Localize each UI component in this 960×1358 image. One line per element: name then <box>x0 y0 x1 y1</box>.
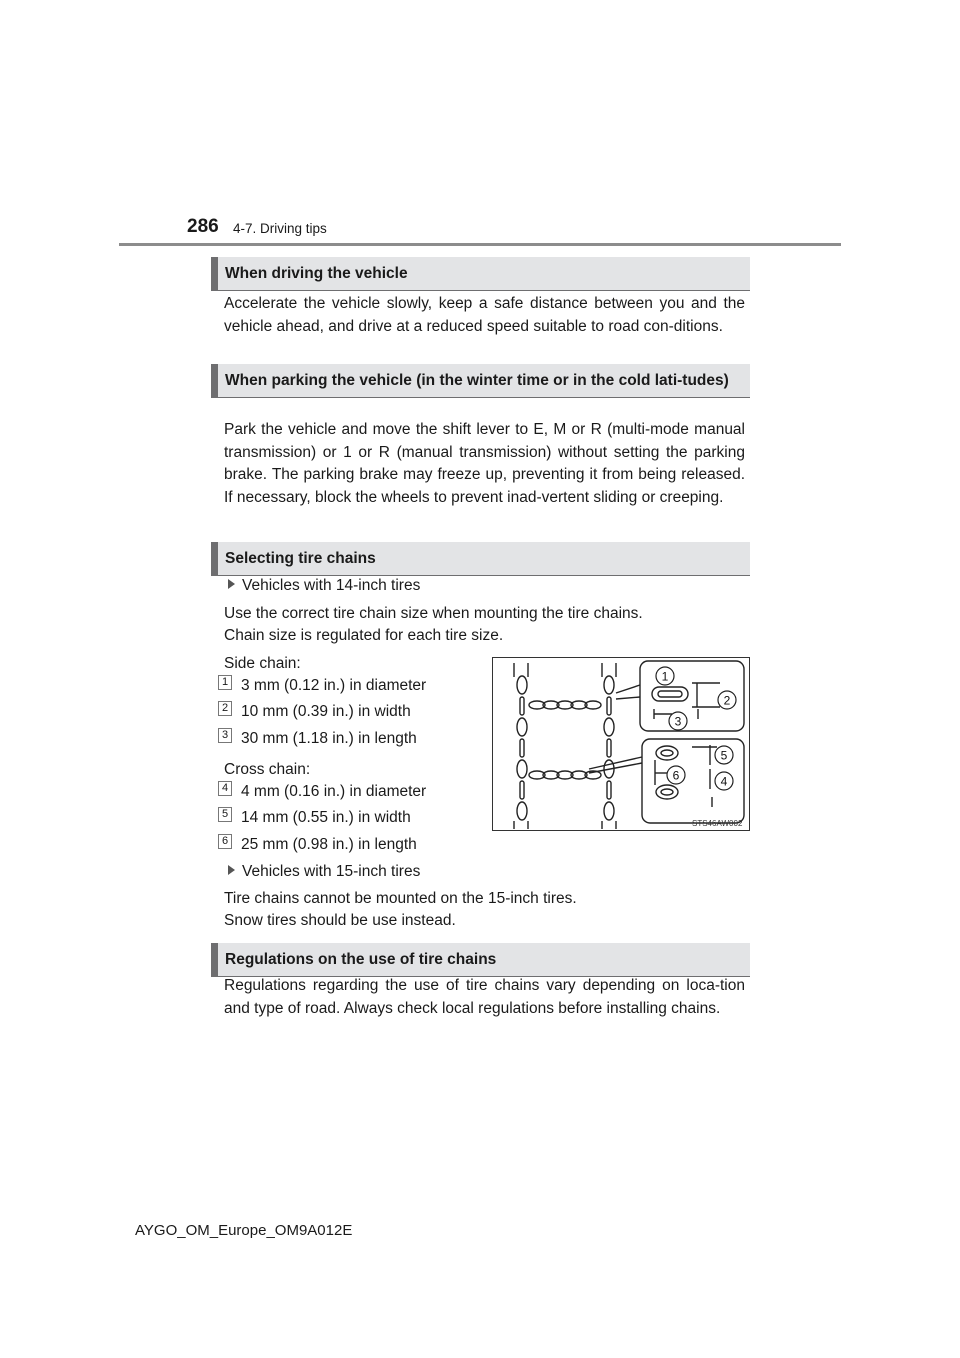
callout-number: 5 <box>218 807 232 822</box>
spec-item: 3 30 mm (1.18 in.) in length <box>218 728 417 750</box>
figure-callout: 5 <box>720 748 728 763</box>
figure-callout: 6 <box>672 768 680 783</box>
triangle-bullet-icon <box>228 865 235 875</box>
heading-driving: When driving the vehicle <box>211 257 750 291</box>
page-number: 286 <box>187 216 219 237</box>
footer-doc-id: AYGO_OM_Europe_OM9A012E <box>135 1222 353 1239</box>
callout-number: 4 <box>218 781 232 796</box>
spec-item: 6 25 mm (0.98 in.) in length <box>218 834 417 856</box>
chain-text-line: Chain size is regulated for each tire size. <box>224 627 504 644</box>
heading-parking: When parking the vehicle (in the winter time or in the cold lati-tudes) <box>211 364 750 398</box>
chain-text-line: Snow tires should be use instead. <box>224 912 456 929</box>
side-chain-label: Side chain: <box>224 655 301 672</box>
tire-chain-figure <box>492 657 750 831</box>
figure-callout: 2 <box>723 693 731 708</box>
figure-code: STS46AW002 <box>692 819 743 828</box>
spec-item: 2 10 mm (0.39 in.) in width <box>218 701 411 723</box>
callout-number: 1 <box>218 675 232 690</box>
heading-tire-chains: Selecting tire chains <box>211 542 750 576</box>
bullet-14-inch: Vehicles with 14-inch tires <box>228 575 420 597</box>
figure-callout: 1 <box>661 669 669 684</box>
cross-chain-label: Cross chain: <box>224 761 311 778</box>
paragraph-regulations: Regulations regarding the use of tire chains vary depending on loca-tion and type of road. Always check local regulations before installing chains. <box>224 977 745 1017</box>
callout-number: 2 <box>218 701 232 716</box>
paragraph-driving: Accelerate the vehicle slowly, keep a safe distance between you and the vehicle ahead, and drive at a reduced speed suitable to road con-ditions. <box>224 295 745 335</box>
callout-number: 3 <box>218 728 232 743</box>
triangle-bullet-icon <box>228 579 235 589</box>
figure-callout: 4 <box>720 774 728 789</box>
bullet-15-inch: Vehicles with 15-inch tires <box>228 861 420 883</box>
spec-item: 1 3 mm (0.12 in.) in diameter <box>218 675 426 697</box>
spec-item: 5 14 mm (0.55 in.) in width <box>218 807 411 829</box>
section-label: 4-7. Driving tips <box>233 221 327 236</box>
figure-callout: 3 <box>674 714 682 729</box>
spec-item: 4 4 mm (0.16 in.) in diameter <box>218 781 426 803</box>
header-divider <box>119 243 841 246</box>
chain-text-line: Tire chains cannot be mounted on the 15-inch tires. <box>224 890 577 907</box>
heading-regulations: Regulations on the use of tire chains <box>211 943 750 977</box>
callout-number: 6 <box>218 834 232 849</box>
chain-text-line: Use the correct tire chain size when mounting the tire chains. <box>224 605 643 622</box>
paragraph-parking: Park the vehicle and move the shift lever to E, M or R (multi-mode manual transmission) or 1 or R (manual transmission) without setting the parking brake. The parking brake may freeze up, preventing it from being released. If necessary, block the wheels to prevent inad-vertent sliding or creeping. <box>224 421 745 506</box>
